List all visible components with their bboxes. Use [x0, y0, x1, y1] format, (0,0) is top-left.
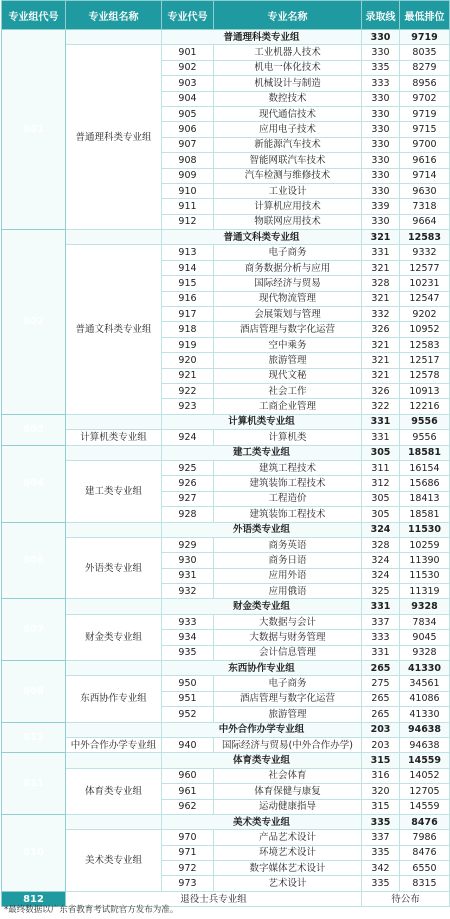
rank-cell: 9714: [400, 168, 450, 183]
score-cell: 339: [362, 199, 400, 214]
score-cell: 330: [362, 45, 400, 60]
major-code-cell: 922: [162, 383, 214, 398]
rank-cell: 41086: [400, 691, 450, 706]
score-cell: 330: [362, 122, 400, 137]
rank-cell: 34561: [400, 676, 450, 691]
group-header-score: 305: [362, 445, 400, 460]
column-header-group-name: 专业组名称: [66, 1, 162, 30]
score-cell: 330: [362, 168, 400, 183]
major-code-cell: 918: [162, 322, 214, 337]
group-header-title: 中外合作办学专业组: [162, 722, 362, 737]
major-code-cell: 926: [162, 476, 214, 491]
major-code-cell: 905: [162, 106, 214, 121]
rank-cell: 12577: [400, 260, 450, 275]
major-code-cell: 930: [162, 553, 214, 568]
rank-cell: 10952: [400, 322, 450, 337]
rank-cell: 11319: [400, 584, 450, 599]
group-header-score: 335: [362, 814, 400, 829]
table-row: [2, 460, 450, 475]
column-header-group-code: 专业组代号: [2, 1, 66, 30]
group-name-cell: 美术类专业组: [66, 830, 162, 892]
score-cell: 331: [362, 645, 400, 660]
major-name-cell: 工商企业管理: [214, 399, 362, 414]
score-cell: 330: [362, 214, 400, 229]
column-header-score: 录取线: [362, 1, 400, 30]
major-name-cell: 物联网应用技术: [214, 214, 362, 229]
major-name-cell: 会展策划与管理: [214, 307, 362, 322]
major-name-cell: 建筑工程技术: [214, 460, 362, 475]
score-cell: 330: [362, 106, 400, 121]
score-cell: 330: [362, 183, 400, 198]
group-header-row: [2, 599, 450, 614]
score-cell: 321: [362, 337, 400, 352]
major-code-cell: 931: [162, 568, 214, 583]
rank-cell: 9719: [400, 106, 450, 121]
major-name-cell: 旅游管理: [214, 707, 362, 722]
group-header-score: 265: [362, 661, 400, 676]
major-code-cell: 951: [162, 691, 214, 706]
major-code-cell: 933: [162, 614, 214, 629]
score-cell: 330: [362, 137, 400, 152]
group-header-row: [2, 30, 450, 45]
major-code-cell: 961: [162, 784, 214, 799]
rank-cell: 8476: [400, 845, 450, 860]
group-header-score: 331: [362, 414, 400, 429]
rank-cell: 9630: [400, 183, 450, 198]
group-name-cell: 外语类专业组: [66, 537, 162, 599]
group-header-rank: 12583: [400, 230, 450, 245]
score-cell: 335: [362, 845, 400, 860]
group-code-cell: 810: [2, 814, 66, 891]
major-name-cell: 社会工作: [214, 383, 362, 398]
group-code-cell: 808: [2, 661, 66, 723]
major-name-cell: 社会体育: [214, 768, 362, 783]
group-header-title: 计算机类专业组: [162, 414, 362, 429]
column-header-min-rank: 最低排位: [400, 1, 450, 30]
rank-cell: 94638: [400, 737, 450, 752]
rank-cell: 11530: [400, 568, 450, 583]
rank-cell: 12578: [400, 368, 450, 383]
group-header-row: [2, 522, 450, 537]
major-code-cell: 915: [162, 276, 214, 291]
group-header-row: [2, 661, 450, 676]
score-cell: 324: [362, 553, 400, 568]
major-code-cell: 935: [162, 645, 214, 660]
rank-cell: 12547: [400, 291, 450, 306]
major-name-cell: 智能网联汽车技术: [214, 153, 362, 168]
group-name-spacer: [66, 522, 162, 537]
score-cell: 335: [362, 60, 400, 75]
major-code-cell: 950: [162, 676, 214, 691]
group-name-spacer: [66, 445, 162, 460]
group-header-score: 315: [362, 753, 400, 768]
group-code-cell: 804: [2, 445, 66, 522]
major-code-cell: 940: [162, 737, 214, 752]
group-header-rank: 9556: [400, 414, 450, 429]
group-code-cell: 806: [2, 522, 66, 599]
major-code-cell: 927: [162, 491, 214, 506]
major-code-cell: 924: [162, 430, 214, 445]
major-code-cell: 906: [162, 122, 214, 137]
major-name-cell: 应用电子技术: [214, 122, 362, 137]
major-name-cell: 建筑装饰工程技术: [214, 507, 362, 522]
major-name-cell: 大数据与财务管理: [214, 630, 362, 645]
major-name-cell: 艺术设计: [214, 876, 362, 891]
major-name-cell: 酒店管理与数字化运营: [214, 322, 362, 337]
major-code-cell: 925: [162, 460, 214, 475]
score-cell: 312: [362, 476, 400, 491]
major-code-cell: 911: [162, 199, 214, 214]
rank-cell: 41330: [400, 707, 450, 722]
rank-cell: 9664: [400, 214, 450, 229]
major-name-cell: 环境艺术设计: [214, 845, 362, 860]
major-name-cell: 商务英语: [214, 537, 362, 552]
major-name-cell: 工业设计: [214, 183, 362, 198]
rank-cell: 10231: [400, 276, 450, 291]
major-code-cell: 928: [162, 507, 214, 522]
group-header-title: 建工类专业组: [162, 445, 362, 460]
major-name-cell: 新能源汽车技术: [214, 137, 362, 152]
major-name-cell: 应用俄语: [214, 584, 362, 599]
score-cell: 335: [362, 876, 400, 891]
group-name-cell: 退役士兵专业组: [66, 891, 362, 906]
table-header-row: [2, 1, 450, 30]
group-header-title: 外语类专业组: [162, 522, 362, 537]
major-name-cell: 体育保健与康复: [214, 784, 362, 799]
score-cell: 342: [362, 861, 400, 876]
major-name-cell: 现代通信技术: [214, 106, 362, 121]
rank-cell: 15686: [400, 476, 450, 491]
group-header-rank: 11530: [400, 522, 450, 537]
major-name-cell: 产品艺术设计: [214, 830, 362, 845]
major-name-cell: 酒店管理与数字化运营: [214, 691, 362, 706]
rank-cell: 8315: [400, 876, 450, 891]
rank-cell: 9556: [400, 430, 450, 445]
rank-cell: 18581: [400, 507, 450, 522]
group-header-row: [2, 414, 450, 429]
group-code-cell: 802: [2, 230, 66, 415]
major-name-cell: 计算机类: [214, 430, 362, 445]
major-name-cell: 建筑装饰工程技术: [214, 476, 362, 491]
score-cell: 331: [362, 245, 400, 260]
rank-cell: 14052: [400, 768, 450, 783]
group-header-rank: 9719: [400, 30, 450, 45]
major-code-cell: 919: [162, 337, 214, 352]
score-cell: 321: [362, 353, 400, 368]
major-name-cell: 运动健康指导: [214, 799, 362, 814]
major-code-cell: 910: [162, 183, 214, 198]
group-header-rank: 94638: [400, 722, 450, 737]
group-header-title: 美术类专业组: [162, 814, 362, 829]
group-header-rank: 41330: [400, 661, 450, 676]
group-header-score: 331: [362, 599, 400, 614]
rank-cell: 14559: [400, 799, 450, 814]
group-header-title: 体育类专业组: [162, 753, 362, 768]
group-name-spacer: [66, 414, 162, 429]
score-cell: 265: [362, 691, 400, 706]
group-name-spacer: [66, 814, 162, 829]
score-cell: 315: [362, 799, 400, 814]
group-header-rank: 9328: [400, 599, 450, 614]
score-cell: 203: [362, 737, 400, 752]
score-cell: 305: [362, 491, 400, 506]
group-name-cell: 普通理科类专业组: [66, 45, 162, 230]
major-name-cell: 数控技术: [214, 91, 362, 106]
group-code-cell: 803: [2, 414, 66, 445]
group-name-cell: 普通文科类专业组: [66, 245, 162, 414]
rank-cell: 9700: [400, 137, 450, 152]
rank-cell: 9715: [400, 122, 450, 137]
score-cell: 265: [362, 707, 400, 722]
group-name-spacer: [66, 599, 162, 614]
score-cell: 320: [362, 784, 400, 799]
major-code-cell: 923: [162, 399, 214, 414]
score-cell: 305: [362, 507, 400, 522]
rank-cell: 12705: [400, 784, 450, 799]
table-row: [2, 737, 450, 752]
score-cell: 332: [362, 307, 400, 322]
major-code-cell: 901: [162, 45, 214, 60]
score-cell: 326: [362, 322, 400, 337]
rank-cell: 18413: [400, 491, 450, 506]
score-cell: 324: [362, 568, 400, 583]
major-name-cell: 计算机应用技术: [214, 199, 362, 214]
rank-cell: 10259: [400, 537, 450, 552]
group-header-row: [2, 445, 450, 460]
group-name-cell: 建工类专业组: [66, 460, 162, 522]
major-code-cell: 909: [162, 168, 214, 183]
group-name-cell: 计算机类专业组: [66, 430, 162, 445]
group-code-cell: 811: [2, 753, 66, 815]
table-body: [2, 30, 450, 907]
major-name-cell: 电子商务: [214, 676, 362, 691]
major-code-cell: 972: [162, 861, 214, 876]
group-header-rank: 18581: [400, 445, 450, 460]
major-code-cell: 913: [162, 245, 214, 260]
major-code-cell: 962: [162, 799, 214, 814]
rank-cell: 9332: [400, 245, 450, 260]
major-name-cell: 工程造价: [214, 491, 362, 506]
rank-cell: 8279: [400, 60, 450, 75]
score-cell: 311: [362, 460, 400, 475]
group-name-spacer: [66, 30, 162, 45]
group-header-rank: 8476: [400, 814, 450, 829]
score-cell: 325: [362, 584, 400, 599]
major-name-cell: 数字媒体艺术设计: [214, 861, 362, 876]
column-header-major-code: 专业代号: [162, 1, 214, 30]
score-cell: 333: [362, 76, 400, 91]
group-header-row: [2, 814, 450, 829]
group-name-cell: 体育类专业组: [66, 768, 162, 814]
rank-cell: 9045: [400, 630, 450, 645]
pending-cell: 待公布: [362, 891, 450, 906]
major-code-cell: 920: [162, 353, 214, 368]
score-cell: 333: [362, 630, 400, 645]
footnote: *最终数据以广东省教育考试院官方发布为准。: [4, 905, 179, 915]
major-name-cell: 现代物流管理: [214, 291, 362, 306]
group-header-score: 321: [362, 230, 400, 245]
score-cell: 337: [362, 614, 400, 629]
table-row: [2, 537, 450, 552]
major-name-cell: 电子商务: [214, 245, 362, 260]
group-header-row: [2, 722, 450, 737]
major-code-cell: 960: [162, 768, 214, 783]
major-code-cell: 907: [162, 137, 214, 152]
group-header-title: 普通文科类专业组: [162, 230, 362, 245]
group-code-cell: 812: [2, 891, 66, 906]
group-header-title: 东西协作专业组: [162, 661, 362, 676]
major-name-cell: 工业机器人技术: [214, 45, 362, 60]
major-code-cell: 921: [162, 368, 214, 383]
rank-cell: 16154: [400, 460, 450, 475]
group-header-row: [2, 753, 450, 768]
major-code-cell: 952: [162, 707, 214, 722]
score-cell: 275: [362, 676, 400, 691]
group-header-title: 普通理科类专业组: [162, 30, 362, 45]
table-row: [2, 45, 450, 60]
major-code-cell: 908: [162, 153, 214, 168]
major-code-cell: 932: [162, 584, 214, 599]
major-name-cell: 机械设计与制造: [214, 76, 362, 91]
major-code-cell: 929: [162, 537, 214, 552]
table-row: [2, 430, 450, 445]
rank-cell: 12583: [400, 337, 450, 352]
group-name-spacer: [66, 753, 162, 768]
table-row: [2, 768, 450, 783]
group-name-cell: 财金类专业组: [66, 614, 162, 660]
group-name-spacer: [66, 230, 162, 245]
group-header-score: 324: [362, 522, 400, 537]
rank-cell: 9702: [400, 91, 450, 106]
major-code-cell: 934: [162, 630, 214, 645]
score-cell: 321: [362, 291, 400, 306]
group-header-title: 财金类专业组: [162, 599, 362, 614]
rank-cell: 7986: [400, 830, 450, 845]
rank-cell: 7834: [400, 614, 450, 629]
major-code-cell: 917: [162, 307, 214, 322]
group-name-spacer: [66, 722, 162, 737]
rank-cell: 12517: [400, 353, 450, 368]
group-name-spacer: [66, 661, 162, 676]
rank-cell: 9202: [400, 307, 450, 322]
major-name-cell: 应用外语: [214, 568, 362, 583]
major-name-cell: 空中乘务: [214, 337, 362, 352]
major-code-cell: 970: [162, 830, 214, 845]
score-cell: 328: [362, 276, 400, 291]
group-code-cell: 807: [2, 599, 66, 661]
rank-cell: 12216: [400, 399, 450, 414]
score-cell: 321: [362, 260, 400, 275]
rank-cell: 8956: [400, 76, 450, 91]
major-name-cell: 机电一体化技术: [214, 60, 362, 75]
major-code-cell: 903: [162, 76, 214, 91]
major-code-cell: 912: [162, 214, 214, 229]
rank-cell: 7318: [400, 199, 450, 214]
major-code-cell: 916: [162, 291, 214, 306]
group-code-cell: 813: [2, 722, 66, 753]
score-cell: 321: [362, 368, 400, 383]
major-name-cell: 现代文秘: [214, 368, 362, 383]
group-name-cell: 中外合作办学专业组: [66, 737, 162, 752]
score-cell: 326: [362, 383, 400, 398]
rank-cell: 11390: [400, 553, 450, 568]
rank-cell: 9328: [400, 645, 450, 660]
group-header-score: 330: [362, 30, 400, 45]
major-code-cell: 904: [162, 91, 214, 106]
rank-cell: 9616: [400, 153, 450, 168]
table-row: [2, 830, 450, 845]
score-cell: 331: [362, 430, 400, 445]
table-row: [2, 614, 450, 629]
group-code-cell: 801: [2, 30, 66, 230]
major-code-cell: 971: [162, 845, 214, 860]
major-name-cell: 会计信息管理: [214, 645, 362, 660]
column-header-major-name: 专业名称: [214, 1, 362, 30]
group-header-rank: 14559: [400, 753, 450, 768]
score-cell: 328: [362, 537, 400, 552]
major-name-cell: 旅游管理: [214, 353, 362, 368]
major-code-cell: 914: [162, 260, 214, 275]
table-row: [2, 245, 450, 260]
major-name-cell: 大数据与会计: [214, 614, 362, 629]
score-cell: 316: [362, 768, 400, 783]
group-header-row: [2, 230, 450, 245]
group-header-score: 203: [362, 722, 400, 737]
rank-cell: 6550: [400, 861, 450, 876]
group-name-cell: 东西协作专业组: [66, 676, 162, 722]
admission-score-table: [1, 0, 450, 907]
major-code-cell: 973: [162, 876, 214, 891]
rank-cell: 10913: [400, 383, 450, 398]
major-name-cell: 国际经济与贸易(中外合作办学): [214, 737, 362, 752]
rank-cell: 8035: [400, 45, 450, 60]
major-name-cell: 国际经济与贸易: [214, 276, 362, 291]
table-row: [2, 676, 450, 691]
major-name-cell: 商务数据分析与应用: [214, 260, 362, 275]
major-name-cell: 汽车检测与维修技术: [214, 168, 362, 183]
score-cell: 330: [362, 153, 400, 168]
score-cell: 322: [362, 399, 400, 414]
score-cell: 330: [362, 91, 400, 106]
score-cell: 337: [362, 830, 400, 845]
major-code-cell: 902: [162, 60, 214, 75]
major-name-cell: 商务日语: [214, 553, 362, 568]
